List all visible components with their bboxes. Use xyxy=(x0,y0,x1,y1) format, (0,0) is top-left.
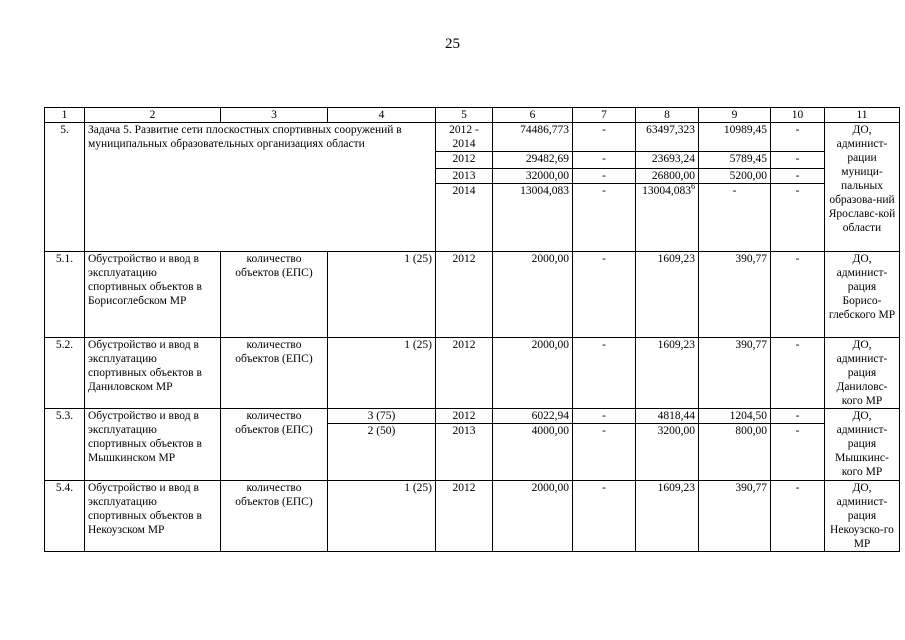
year-cell: 2012 xyxy=(436,338,493,409)
value-cell: 13004,083 xyxy=(493,184,573,252)
item-name: Обустройство и ввод в эксплуатацию спортивных объектов в Некоузском МР xyxy=(85,481,221,552)
header-cell: 5 xyxy=(436,108,493,123)
year-cell: 2014 xyxy=(436,184,493,252)
value-cell: - xyxy=(771,123,825,152)
header-cell: 4 xyxy=(328,108,436,123)
value-cell: 390,77 xyxy=(699,252,771,338)
value-cell: - xyxy=(771,424,825,481)
year-cell: 2012 xyxy=(436,152,493,169)
task-number: 5. xyxy=(45,123,85,252)
value-cell: 10989,45 xyxy=(699,123,771,152)
executor-cell: ДО, админист-рация Некоузско-го МР xyxy=(825,481,900,552)
item-number: 5.1. xyxy=(45,252,85,338)
value-cell: 63497,323 xyxy=(636,123,699,152)
value-cell: - xyxy=(771,338,825,409)
value-cell: 1609,23 xyxy=(636,252,699,338)
footnote-mark: 6 xyxy=(691,182,695,192)
value-cell: 32000,00 xyxy=(493,169,573,184)
header-cell: 7 xyxy=(573,108,636,123)
header-cell: 8 xyxy=(636,108,699,123)
item-name: Обустройство и ввод в эксплуатацию спортивных объектов в Даниловском МР xyxy=(85,338,221,409)
value-cell xyxy=(636,184,699,252)
year-cell: 2012 xyxy=(436,481,493,552)
task-row xyxy=(45,123,900,152)
item-quantity: 3 (75) xyxy=(328,409,436,424)
value-cell: - xyxy=(573,481,636,552)
item-unit: количество объектов (ЕПС) xyxy=(221,338,328,409)
value-cell: - xyxy=(573,152,636,169)
task-title: Задача 5. Развитие сети плоскостных спортивных сооружений в муниципальных образовательных организациях области xyxy=(85,123,436,252)
item-number: 5.3. xyxy=(45,409,85,481)
item-row xyxy=(45,252,900,338)
value-cell: 26800,00 xyxy=(636,169,699,184)
value-cell: 390,77 xyxy=(699,338,771,409)
value-cell: 5789,45 xyxy=(699,152,771,169)
value-cell: 2000,00 xyxy=(493,338,573,409)
item-number: 5.2. xyxy=(45,338,85,409)
value-cell: 1204,50 xyxy=(699,409,771,424)
value-cell: - xyxy=(573,424,636,481)
year-cell: 2013 xyxy=(436,169,493,184)
header-cell: 9 xyxy=(699,108,771,123)
value-cell: 6022,94 xyxy=(493,409,573,424)
value-cell: - xyxy=(573,184,636,252)
year-cell: 2012 xyxy=(436,409,493,424)
value-cell: 800,00 xyxy=(699,424,771,481)
value-cell: 5200,00 xyxy=(699,169,771,184)
header-cell: 2 xyxy=(85,108,221,123)
item-quantity: 1 (25) xyxy=(328,338,436,409)
header-cell: 1 xyxy=(45,108,85,123)
item-row xyxy=(45,338,900,409)
item-name: Обустройство и ввод в эксплуатацию спортивных объектов в Мышкинском МР xyxy=(85,409,221,481)
value-cell: - xyxy=(573,252,636,338)
value-cell: - xyxy=(573,169,636,184)
program-table xyxy=(44,107,900,552)
item-number: 5.4. xyxy=(45,481,85,552)
value-cell: 29482,69 xyxy=(493,152,573,169)
value-text: 13004,083 xyxy=(642,185,691,197)
value-cell: - xyxy=(699,184,771,252)
header-cell: 6 xyxy=(493,108,573,123)
value-cell: 1609,23 xyxy=(636,481,699,552)
value-cell: - xyxy=(771,481,825,552)
header-cell: 3 xyxy=(221,108,328,123)
item-quantity: 1 (25) xyxy=(328,252,436,338)
value-cell: - xyxy=(771,184,825,252)
executor-cell: ДО, админист-рация Даниловс-кого МР xyxy=(825,338,900,409)
value-cell: - xyxy=(771,169,825,184)
item-row xyxy=(45,481,900,552)
executor-cell: ДО, админист-рация Борисо-глебского МР xyxy=(825,252,900,338)
year-cell: 2012 xyxy=(436,252,493,338)
value-cell: - xyxy=(771,409,825,424)
value-cell: 23693,24 xyxy=(636,152,699,169)
header-cell: 11 xyxy=(825,108,900,123)
item-unit: количество объектов (ЕПС) xyxy=(221,252,328,338)
value-cell: - xyxy=(771,152,825,169)
executor-cell: ДО, админист-рация Мышкинс-кого МР xyxy=(825,409,900,481)
column-numbers-row xyxy=(45,108,900,123)
value-cell: 390,77 xyxy=(699,481,771,552)
item-quantity: 1 (25) xyxy=(328,481,436,552)
value-cell: 1609,23 xyxy=(636,338,699,409)
value-cell: 74486,773 xyxy=(493,123,573,152)
year-cell: 2013 xyxy=(436,424,493,481)
value-cell: 2000,00 xyxy=(493,252,573,338)
value-cell: - xyxy=(771,252,825,338)
page-number: 25 xyxy=(445,36,460,52)
value-cell: 3200,00 xyxy=(636,424,699,481)
item-name: Обустройство и ввод в эксплуатацию спортивных объектов в Борисоглебском МР xyxy=(85,252,221,338)
value-cell: - xyxy=(573,338,636,409)
executor-cell: ДО, админист-рации муници-пальных образова-ний Ярославс-кой области xyxy=(825,123,900,252)
item-unit: количество объектов (ЕПС) xyxy=(221,481,328,552)
value-cell: - xyxy=(573,409,636,424)
value-cell: 4818,44 xyxy=(636,409,699,424)
item-row xyxy=(45,409,900,424)
item-quantity: 2 (50) xyxy=(328,424,436,481)
value-cell: 4000,00 xyxy=(493,424,573,481)
item-unit: количество объектов (ЕПС) xyxy=(221,409,328,481)
header-cell: 10 xyxy=(771,108,825,123)
value-cell: - xyxy=(573,123,636,152)
year-cell: 2012 - 2014 xyxy=(436,123,493,152)
value-cell: 2000,00 xyxy=(493,481,573,552)
